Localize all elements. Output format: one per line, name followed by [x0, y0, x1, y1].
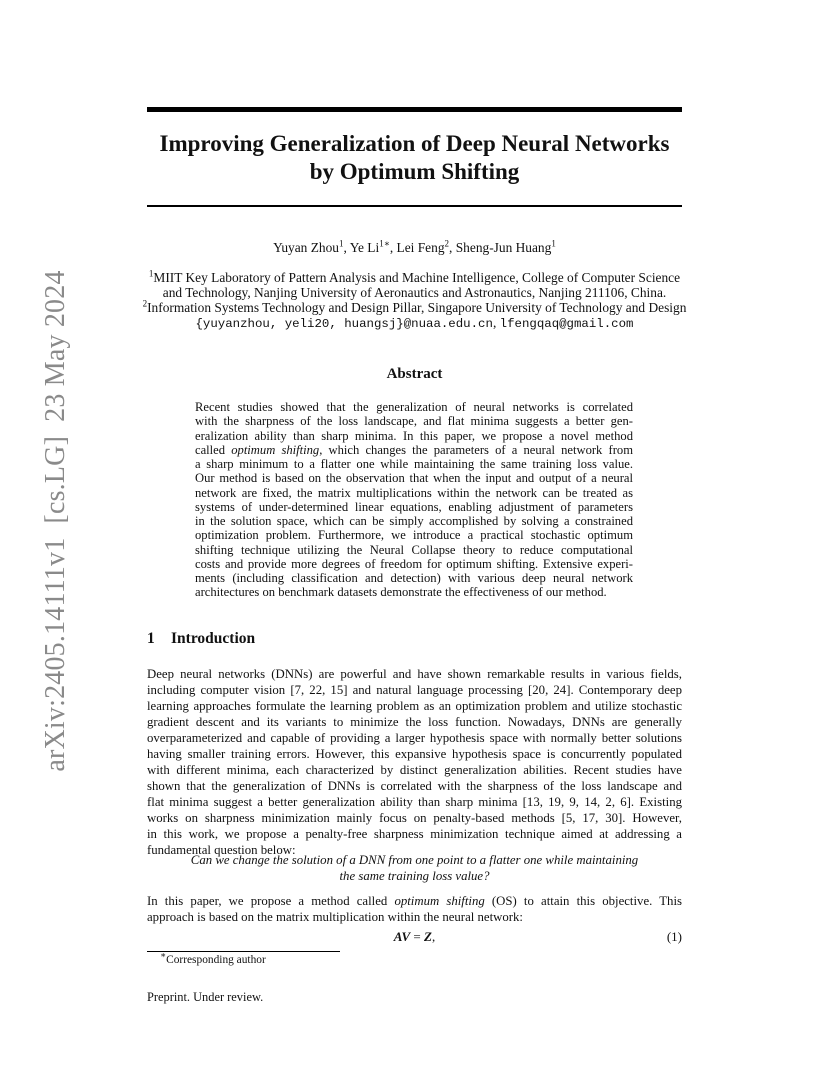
equation-number: (1): [666, 929, 682, 944]
section-heading: [147, 630, 255, 648]
intro-line: shown that the generalization of DNNs is correlated with the sharpness of the loss landscape and: [147, 779, 682, 793]
intro-line: overparameterized and capable of providing a larger hypothesis space with normally better solutions: [147, 731, 682, 745]
abstract-line: costs and provide more degrees of freedom for optimum shifting. Extensive experi-: [195, 556, 633, 571]
footnote: [160, 950, 266, 966]
author-name: Ye Li: [349, 240, 380, 255]
title-rule-top: [147, 107, 682, 112]
author-name: Yuyan Zhou: [273, 240, 339, 255]
section-title: Introduction: [171, 630, 256, 647]
arxiv-category: [cs.LG]: [40, 435, 71, 524]
abstract-line: shifting technique utilizing the Neural Collapse theory to reduce computational: [195, 542, 633, 557]
question-line: Can we change the solution of a DNN from one point to a flatter one while maintaining: [190, 853, 639, 867]
author-separator: ,: [343, 240, 350, 255]
equation-body: [147, 929, 682, 945]
title-line-1: Improving Generalization of Deep Neural Networks: [159, 131, 670, 156]
affiliation-text: MIIT Key Laboratory of Pattern Analysis and Machine Intelligence, College of Computer Science: [153, 270, 681, 285]
author-list: [147, 240, 682, 256]
method-line: approach is based on the matrix multiplication within the neural network:: [147, 910, 523, 924]
abstract-line: network are fixed, the matrix multiplications within the network can be treated as: [195, 485, 633, 500]
author-affiliation-mark: 1: [338, 238, 344, 249]
equation-lhs: AV: [393, 929, 411, 944]
footnote-rule: [147, 951, 340, 952]
abstract-line: in the solution space, which can be simply accomplished by solving a constrained: [195, 514, 633, 528]
intro-line: gradient descent and its variants to minimize the loss function. Nowadays, DNNs are generally: [147, 715, 682, 729]
abstract-line: Our method is based on the observation that when the input and output of a neural: [195, 471, 633, 486]
method-paragraph: [147, 893, 682, 925]
preprint-note: Preprint. Under review.: [147, 990, 264, 1004]
equation-trail: ,: [431, 929, 436, 944]
abstract-line: with the sharpness of the loss landscape, and flat minima suggests a better gen-: [195, 414, 633, 429]
email-line: [140, 315, 689, 332]
affiliation-line: [140, 270, 689, 285]
intro-line: including computer vision [7, 22, 15] and natural language processing [20, 24]. Contemporary deep: [147, 683, 682, 697]
method-line: In this paper, we propose a method called optimum shifting (OS) to attain this objective. This: [147, 894, 682, 908]
email-nuaa[interactable]: {yuyanzhou, yeli20, huangsj}@nuaa.edu.cn: [195, 317, 493, 331]
arxiv-date: 23 May 2024: [40, 270, 71, 422]
footnote-text: Corresponding author: [166, 954, 266, 966]
intro-line: Deep neural networks (DNNs) are powerful and have shown remarkable results in various fields,: [147, 667, 682, 681]
author-affiliation-mark: 1: [551, 238, 556, 249]
affiliations: [140, 270, 689, 332]
arxiv-side-stamp: [40, 270, 72, 771]
abstract-line: called optimum shifting, which changes the parameters of a neural network from: [195, 442, 633, 457]
author-separator: ,: [389, 240, 397, 255]
intro-line: with different minima, each characterized by distinct generalization abilities. Recent studies have: [147, 763, 682, 777]
abstract-line: ments (including classification and detection) with various deep neural network: [195, 571, 633, 585]
affiliation-mark: 2: [142, 298, 148, 309]
author-separator: ,: [449, 240, 456, 255]
section-number: 1: [147, 630, 155, 647]
intro-line: learning approaches formulate the learning problem as an optimization problem and utilize stochastic: [147, 699, 682, 713]
intro-line: having smaller training errors. However, this expansive hypothesis space is concurrently populated: [147, 747, 682, 761]
equation-1: [147, 929, 682, 947]
email-separator: ,: [492, 315, 500, 330]
intro-line: fundamental question below:: [147, 843, 296, 857]
abstract-line: architectures on benchmark datasets demonstrate the effectiveness of our method.: [195, 585, 607, 600]
abstract-line: a sharp minimum to a flatter one while maintaining the same training loss value.: [195, 457, 633, 471]
abstract-line: systems of under-determined linear equations, enabling adjustment of parameters: [195, 499, 633, 514]
footnote-mark: ∗: [160, 950, 167, 961]
affiliation-text: Information Systems Technology and Design Pillar, Singapore University of Technology and Design: [147, 300, 687, 315]
affiliation-line: and Technology, Nanjing University of Aeronautics and Astronautics, Nanjing 211106, China.: [162, 285, 667, 300]
author-name: Lei Feng: [396, 240, 445, 255]
title-line-2: by Optimum Shifting: [309, 159, 520, 184]
author-affiliation-mark: 1∗: [379, 238, 390, 249]
abstract-body: [195, 400, 633, 600]
equation-op: =: [410, 929, 425, 944]
question-line: the same training loss value?: [339, 869, 490, 883]
abstract-line: optimization problem. Furthermore, we introduce a practical stochastic optimum: [195, 528, 633, 543]
intro-line: works on sharpness minimization mainly focus on penalty-based methods [5, 17, 30]. However,: [147, 811, 682, 825]
abstract-line: eralization ability than sharp minima. In this paper, we propose a novel method: [195, 428, 633, 443]
author-name: Sheng-Jun Huang: [455, 240, 552, 255]
title-rule-bottom: [147, 205, 682, 207]
affiliation-mark: 1: [148, 268, 154, 279]
email-gmail[interactable]: lfengqaq@gmail.com: [499, 317, 634, 331]
research-question: [147, 852, 682, 884]
intro-line: flat minima suggest a better generalization ability than sharp minima [13, 19, 9, 14, 2, 6]. Existing: [147, 795, 682, 809]
author-affiliation-mark: 2: [444, 238, 450, 249]
equation-rhs: Z: [424, 929, 432, 944]
arxiv-id: arXiv:2405.14111v1: [40, 537, 71, 772]
abstract-line: Recent studies showed that the generalization of neural networks is correlated: [195, 400, 633, 414]
paper-title: [147, 130, 682, 186]
affiliation-line: [140, 300, 689, 315]
abstract-heading: Abstract: [386, 366, 443, 382]
intro-line: in this work, we propose a penalty-free sharpness minimization technique aimed at addressing a: [147, 827, 682, 841]
intro-paragraph: [147, 666, 682, 858]
